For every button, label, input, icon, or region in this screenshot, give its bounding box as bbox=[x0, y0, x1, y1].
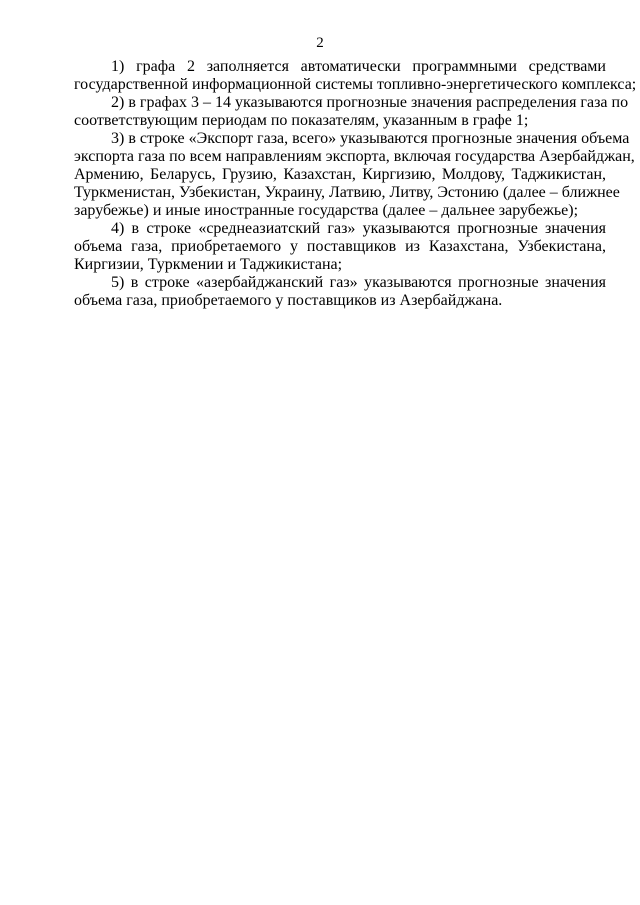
paragraph-line: соответствующим периодам по показателям, указанным в графе 1; bbox=[74, 112, 529, 129]
paragraph-line: Армению, Беларусь, Грузию, Казахстан, Киргизию, Молдову, Таджикистан, bbox=[74, 166, 606, 183]
paragraph-line: зарубежье) и иные иностранные государства (далее – дальнее зарубежье); bbox=[74, 202, 579, 219]
paragraph-line: 1) графа 2 заполняется автоматически программными средствами bbox=[111, 58, 606, 75]
paragraph-line: 2) в графах 3 – 14 указываются прогнозные значения распределения газа по bbox=[111, 94, 629, 111]
paragraph-line: Киргизии, Туркмении и Таджикистана; bbox=[74, 256, 343, 273]
paragraph-4 bbox=[74, 220, 606, 274]
paragraph-line: экспорта газа по всем направлениям экспорта, включая государства Азербайджан, bbox=[74, 148, 635, 165]
paragraph-1 bbox=[74, 58, 637, 94]
paragraph-5 bbox=[74, 274, 606, 310]
paragraph-3 bbox=[74, 130, 635, 220]
page-number: 2 bbox=[316, 35, 324, 51]
paragraph-line: объема газа, приобретаемого у поставщиков из Казахстана, Узбекистана, bbox=[74, 238, 606, 255]
document-body bbox=[74, 58, 637, 310]
paragraph-2 bbox=[74, 94, 629, 130]
paragraph-line: 3) в строке «Экспорт газа, всего» указываются прогнозные значения объема bbox=[111, 130, 630, 147]
paragraph-line: государственной информационной системы топливно-энергетического комплекса; bbox=[74, 76, 637, 93]
paragraph-line: 4) в строке «среднеазиатский газ» указываются прогнозные значения bbox=[111, 220, 606, 237]
paragraph-line: Туркменистан, Узбекистан, Украину, Латвию, Литву, Эстонию (далее – ближнее bbox=[74, 184, 620, 201]
paragraph-line: объема газа, приобретаемого у поставщиков из Азербайджана. bbox=[74, 292, 503, 309]
paragraph-line: 5) в строке «азербайджанский газ» указываются прогнозные значения bbox=[111, 274, 606, 291]
